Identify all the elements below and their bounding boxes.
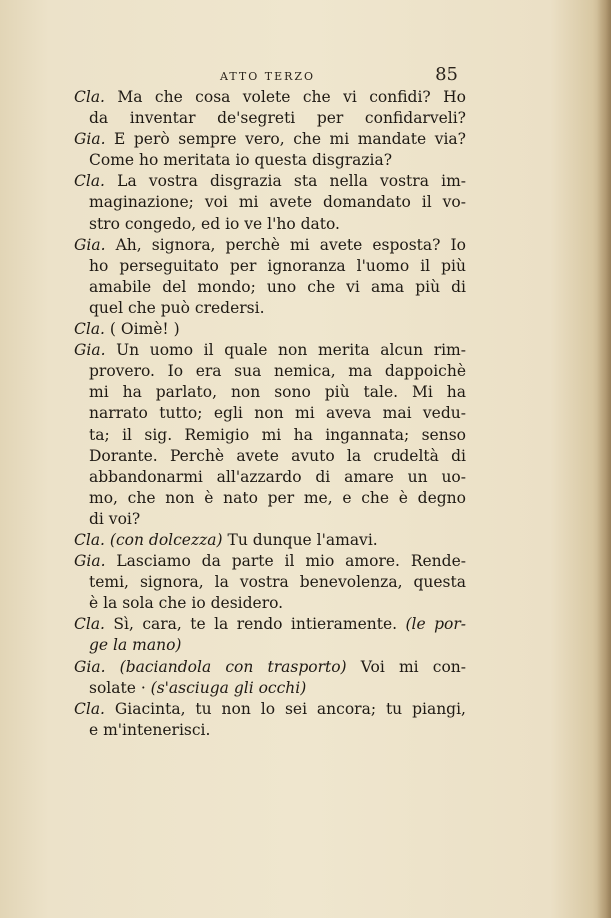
- text-line: Cla. Sì, cara, te la rendo intieramente. (le por-: [74, 615, 466, 634]
- text-line: stro congedo, ed io ve l'ho dato.: [89, 214, 340, 233]
- text-line: mo, che non è nato per me, e che è degno: [89, 488, 466, 507]
- text-line: mi ha parlato, non sono più tale. Mi ha: [89, 383, 466, 402]
- text-line: amabile del mondo; uno che vi ama più di: [89, 277, 466, 296]
- text-line: Cla. Ma che cosa volete che vi confidi? Ho: [74, 88, 466, 106]
- text-line: abbandonarmi all'azzardo di amare un uo-: [89, 467, 466, 486]
- text-line: quel che può credersi.: [89, 298, 265, 317]
- speaker-name: Cla.: [74, 699, 105, 718]
- text-line: di voi?: [89, 509, 141, 528]
- stage-direction: (le por-: [405, 615, 466, 634]
- text-line: Gia. E però sempre vero, che mi mandate via?: [74, 130, 466, 149]
- page-edge-shadow: [597, 0, 611, 918]
- speaker-name: Cla.: [74, 88, 105, 106]
- stage-direction: (s'asciuga gli occhi): [150, 678, 307, 697]
- text-line: da inventar de'segreti per confidarveli?: [89, 109, 466, 128]
- text-line: Gia. (baciandola con trasporto) Voi mi con-: [74, 657, 466, 676]
- text-line: temi, signora, la vostra benevolenza, questa: [89, 573, 466, 592]
- speaker-name: Cla.: [74, 320, 105, 339]
- speaker-name: Gia.: [74, 235, 106, 254]
- text-line: è la sola che io desidero.: [89, 594, 284, 613]
- text-line: Cla. ( Oimè! ): [74, 320, 180, 339]
- running-title: ATTO TERZO: [220, 70, 316, 83]
- text-line: Gia. Ah, signora, perchè mi avete esposta? Io: [74, 235, 466, 254]
- speaker-name: Cla.: [74, 172, 105, 191]
- speaker-name: Cla.: [74, 615, 105, 634]
- speaker-name: Gia.: [74, 657, 106, 676]
- text-line: maginazione; voi mi avete domandato il vo-: [89, 193, 466, 212]
- speaker-name: Cla.: [74, 530, 105, 549]
- text-line: Gia. Un uomo il quale non merita alcun rim-: [74, 341, 466, 360]
- text-line: e m'intenerisci.: [89, 720, 211, 739]
- text-line: ta; il sig. Remigio mi ha ingannata; senso: [89, 425, 466, 444]
- text-line: solate · (s'asciuga gli occhi): [89, 678, 307, 697]
- stage-direction: ge la mano): [89, 636, 182, 655]
- text-line: ho perseguitato per ignoranza l'uomo il più: [89, 256, 466, 275]
- text-line: Cla. La vostra disgrazia sta nella vostra im-: [74, 172, 466, 191]
- speaker-name: Gia.: [74, 130, 106, 149]
- page-number: 85: [435, 64, 458, 85]
- text-line: Come ho meritata io questa disgrazia?: [89, 151, 393, 170]
- stage-direction: (con dolcezza): [105, 530, 223, 549]
- dialogue-text: [74, 87, 466, 741]
- text-line: Dorante. Perchè avete avuto la crudeltà di: [89, 446, 466, 465]
- text-line: Gia. Lasciamo da parte il mio amore. Rende-: [74, 552, 466, 571]
- speaker-name: Gia.: [74, 552, 106, 571]
- page-header: [74, 64, 466, 88]
- text-line: Cla. Giacinta, tu non lo sei ancora; tu piangi,: [74, 699, 466, 718]
- text-line: [74, 635, 466, 656]
- text-line: Cla. (con dolcezza) Tu dunque l'amavi.: [74, 530, 378, 549]
- speaker-name: Gia.: [74, 341, 106, 360]
- text-line: provero. Io era sua nemica, ma dappoichè: [89, 362, 466, 381]
- stage-direction: (baciandola con trasporto): [105, 657, 347, 676]
- text-line: narrato tutto; egli non mi aveva mai vedu-: [89, 404, 466, 423]
